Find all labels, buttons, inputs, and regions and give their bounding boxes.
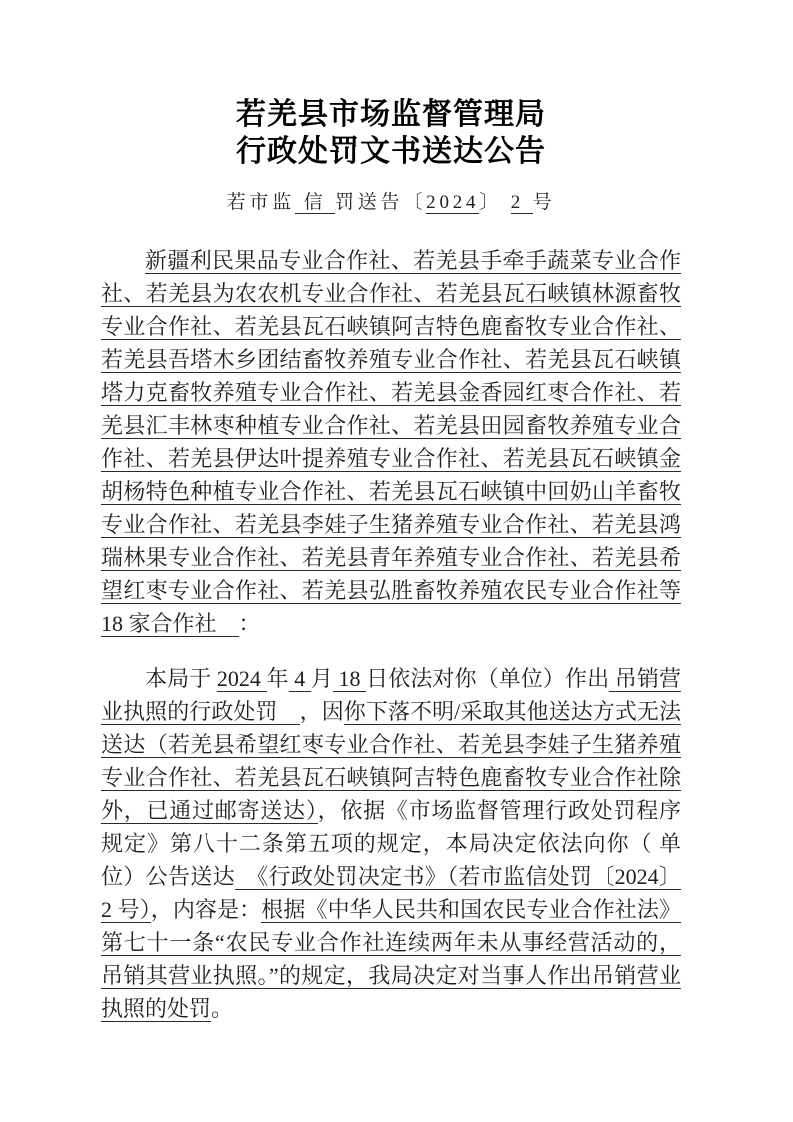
- underlined-text-run: 18: [332, 666, 367, 691]
- text-run: 罚送告〔: [334, 192, 427, 213]
- text-run: ，因: [299, 699, 344, 724]
- notice-title: 行政处罚文书送达公告: [236, 135, 546, 168]
- underlined-text-run: 你下落不明/采取其他送达方式无法送达（若羌县希望红枣专业合作社、若羌县李娃子生猪养殖专业合作社、若羌县瓦石峡镇阿吉特色鹿畜牧专业合作社除外，已通过邮寄送达）: [101, 699, 681, 823]
- text-run: ：: [238, 611, 261, 636]
- notice-body: [101, 244, 681, 1025]
- underlined-text-run: 新疆利民果品专业合作社、若羌县手牵手蔬菜专业合作社、若羌县为农农机专业合作社、若羌县瓦石峡镇林源畜牧专业合作社、若羌县瓦石峡镇阿吉特色鹿畜牧专业合作社、若羌县吾塔木乡团结畜牧养殖专业合作社、若羌县瓦石峡镇塔力克畜牧养殖专业合作社、若羌县金香园红枣合作社、若羌县汇丰林枣种植专业合作社、若羌县田园畜牧养殖专业合作社、若羌县伊达叶提养殖专业合作社、若羌县瓦石峡镇金胡杨特色种植专业合作社、若羌县瓦石峡镇中回奶山羊畜牧专业合作社、若羌县李娃子生猪养殖专业合作社、若羌县鸿瑞林果专业合作社、若羌县青年养殖专业合作社、若羌县希望红枣专业合作社、若羌县弘胜畜牧养殖农民专业合作社等18 家合作社: [101, 248, 681, 636]
- underlined-text-run: 信: [295, 192, 335, 213]
- paragraph-recipients: [101, 244, 681, 640]
- underlined-text-run: 吊销营业执照的行政处罚: [101, 666, 681, 724]
- underlined-text-run: 2024: [426, 192, 480, 213]
- text-run: 本局于: [145, 666, 217, 691]
- text-run: ，依据《市场监督管理行政处罚程序规定》第八十二条第五项的规定，本局决定依法向你（ 单位）公告送达: [101, 798, 681, 889]
- text-run: 号: [532, 192, 556, 213]
- text-run: 日依法对你（单位）作出: [366, 666, 610, 691]
- text-run: 〕: [479, 192, 511, 213]
- agency-title: 若羌县市场监督管理局: [236, 98, 546, 131]
- text-run: ，内容是：: [150, 897, 262, 922]
- text-run: 若市监: [226, 192, 296, 213]
- text-run: 月: [310, 666, 333, 691]
- underlined-text-run: 根据《中华人民共和国农民专业合作社法》第七十一条“农民专业合作社连续两年未从事经营活动的，吊销其营业执照。”的规定，我局决定对当事人作出吊销营业执照的处罚: [101, 897, 681, 1021]
- text-run: 。: [211, 996, 234, 1021]
- paragraph-penalty-notice: [101, 662, 681, 1025]
- document-number: [101, 188, 681, 218]
- notice-header: [101, 96, 681, 218]
- text-run: 年: [266, 666, 289, 691]
- underlined-text-run: 2: [510, 192, 533, 213]
- underlined-text-run: 2024: [216, 666, 267, 691]
- underlined-text-run: 4: [288, 666, 311, 691]
- underlined-text-run: 《行政处罚决定书》（若市监信处罚〔2024〕2 号）: [101, 864, 681, 922]
